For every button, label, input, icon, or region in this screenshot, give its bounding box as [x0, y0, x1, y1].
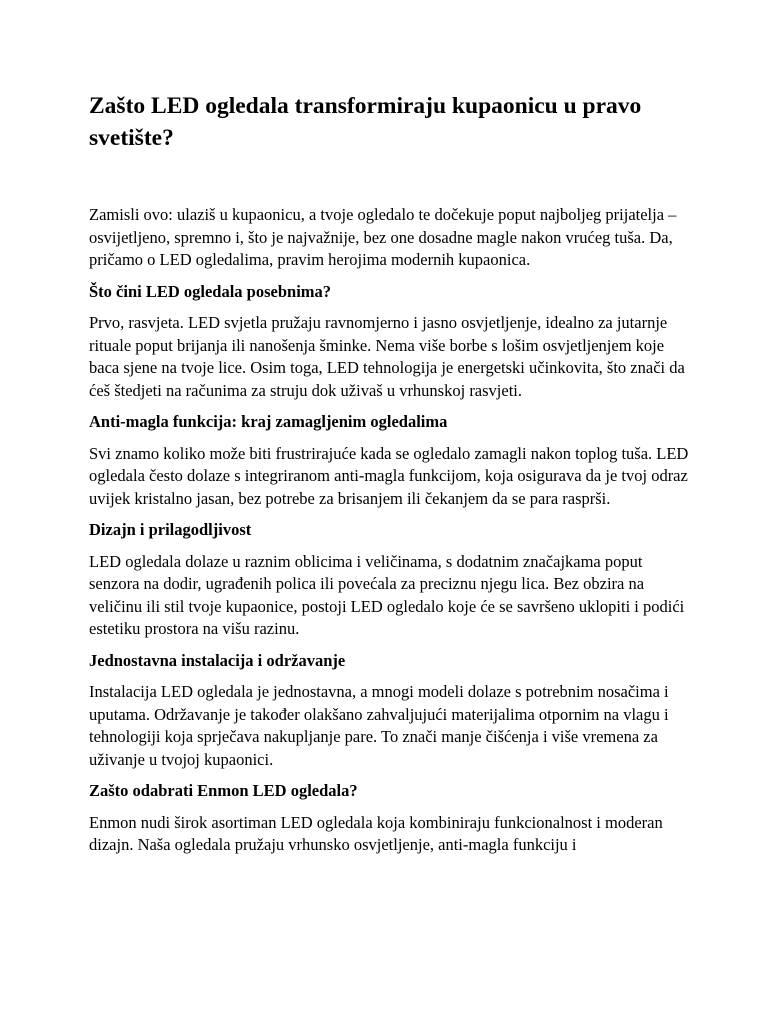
section-heading-installation: Jednostavna instalacija i održavanje: [89, 650, 346, 670]
intro-paragraph: Zamisli ovo: ulaziš u kupaonicu, a tvoje ogledalo te dočekuje poput najboljeg prijatelja – osvijetljeno, spremno i, što je najvažnije, bez one dosadne magle nakon vrućeg tuša. Da, pričamo o LED ogledalima, pravim herojima modernih kupaonica.: [89, 205, 677, 269]
section-body-enmon: Enmon nudi širok asortiman LED ogledala koja kombiniraju funkcionalnost i moderan dizajn. Naša ogledala pružaju vrhunsko osvjetljenje, anti-magla funkciju i: [89, 812, 663, 854]
document-page: [89, 90, 689, 866]
document-title: Zašto LED ogledala transformiraju kupaonicu u pravo svetište?: [89, 93, 642, 151]
section-heading-anti-fog: Anti-magla funkcija: kraj zamagljenim ogledalima: [89, 412, 448, 431]
section-body-anti-fog: Svi znamo koliko može biti frustrirajuće kada se ogledalo zamagli nakon toplog tuša. LED ogledala često dolaze s integriranom anti-magla funkcijom, koja osigurava da je tvoj odraz uvijek kristalno jasan, bez potrebe za brisanjem ili čekanjem da se para rasprši.: [89, 443, 689, 508]
section-body-installation: Instalacija LED ogledala je jednostavna, a mnogi modeli dolaze s potrebnim nosačima i uputama. Održavanje je također olakšano zahvaljujući materijalima otpornim na vlagu i tehnologiji koja sprječava nakupljanje pare. To znači manje čišćenja i više vremena za uživanje u tvojoj kupaonici.: [89, 682, 669, 769]
section-heading-enmon: Zašto odabrati Enmon LED ogledala?: [89, 781, 358, 800]
section-body-design: LED ogledala dolaze u raznim oblicima i veličinama, s dodatnim značajkama poput senzora na dodir, ugrađenih polica ili povećala za preciznu njegu lica. Bez obzira na veličinu ili stil tvoje kupaonice, postoji LED ogledalo koje će se savršeno uklopiti i podići estetiku prostora na višu razinu.: [89, 551, 685, 638]
section-body-led-special: Prvo, rasvjeta. LED svjetla pružaju ravnomjerno i jasno osvjetljenje, idealno za jutarnje rituale poput brijanja ili nanošenja šminke. Nema više borbe s lošim osvjetljenjem koje baca sjene na tvoje lice. Osim toga, LED tehnologija je energetski učinkovita, što znači da ćeš štedjeti na računima za struju dok uživaš u vrhunskoj rasvjeti.: [89, 313, 685, 400]
section-heading-led-special: Što čini LED ogledala posebnima?: [89, 281, 332, 301]
section-heading-design: Dizajn i prilagodljivost: [89, 520, 252, 539]
